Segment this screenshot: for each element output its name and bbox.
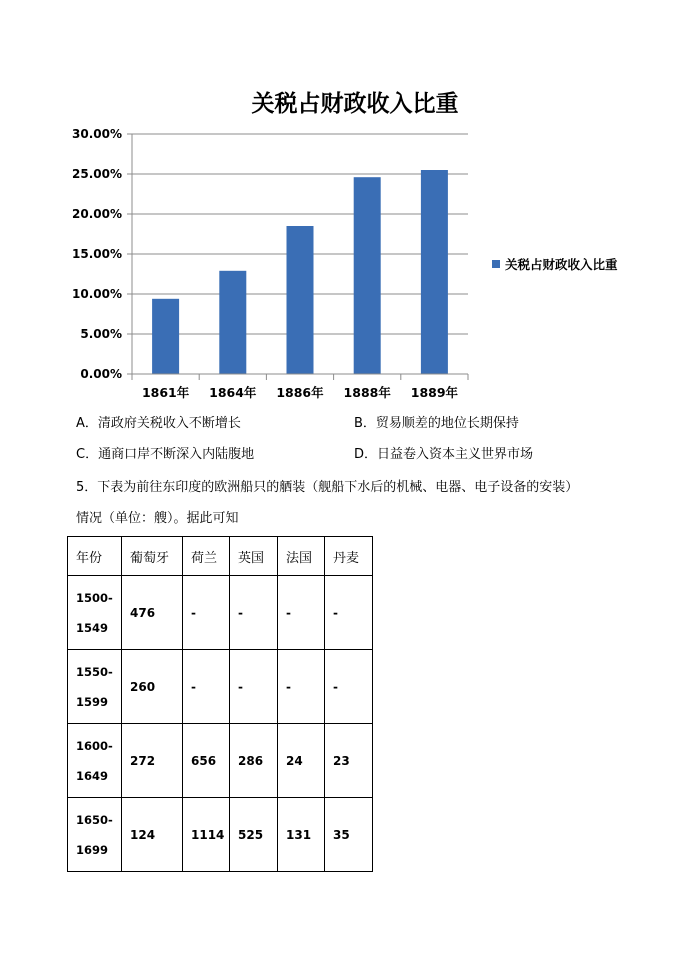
- table-cell: 260: [122, 650, 183, 724]
- bar: [219, 271, 246, 374]
- legend-label: 关税占财政收入比重: [505, 257, 618, 272]
- question-5-line-1: 5．下表为前往东印度的欧洲船只的舾装（舰船下水后的机械、电器、电子设备的安装）: [76, 480, 579, 495]
- y-axis-ticks: [72, 127, 132, 381]
- y-tick-label: 5.00%: [80, 327, 122, 341]
- chart-title: 关税占财政收入比重: [251, 91, 459, 117]
- table-row: [68, 576, 373, 650]
- table-cell: -: [230, 650, 278, 724]
- table-cell: 1114: [183, 798, 230, 872]
- table-cell: -: [278, 576, 325, 650]
- option-b: B．贸易顺差的地位长期保持: [354, 416, 519, 431]
- year-cell: 1550- 1599: [68, 650, 122, 724]
- y-tick-label: 15.00%: [72, 247, 122, 261]
- bar: [421, 170, 448, 374]
- x-tick-label: 1886年: [276, 385, 324, 400]
- header-britain: 英国: [230, 537, 278, 576]
- header-netherlands: 荷兰: [183, 537, 230, 576]
- table-cell: -: [183, 650, 230, 724]
- table-cell: -: [325, 650, 373, 724]
- table-cell: 525: [230, 798, 278, 872]
- x-tick-label: 1864年: [209, 385, 257, 400]
- table-cell: 286: [230, 724, 278, 798]
- table-cell: 24: [278, 724, 325, 798]
- header-denmark: 丹麦: [325, 537, 373, 576]
- table-header-row: [68, 537, 373, 576]
- year-cell: 1600- 1649: [68, 724, 122, 798]
- table-cell: -: [183, 576, 230, 650]
- table-cell: 476: [122, 576, 183, 650]
- y-tick-label: 10.00%: [72, 287, 122, 301]
- y-tick-label: 0.00%: [80, 367, 122, 381]
- year-cell: 1500- 1549: [68, 576, 122, 650]
- bar: [152, 299, 179, 374]
- table-row: [68, 798, 373, 872]
- table-row: [68, 650, 373, 724]
- bar: [287, 226, 314, 374]
- y-tick-label: 25.00%: [72, 167, 122, 181]
- bar-series: [152, 170, 448, 374]
- option-d: D．日益卷入资本主义世界市场: [354, 447, 534, 462]
- table-cell: -: [230, 576, 278, 650]
- header-year: 年份: [68, 537, 122, 576]
- header-france: 法国: [278, 537, 325, 576]
- table-cell: 35: [325, 798, 373, 872]
- bar-chart: [0, 0, 692, 410]
- x-tick-label: 1861年: [141, 385, 190, 400]
- year-cell: 1650- 1699: [68, 798, 122, 872]
- y-tick-label: 20.00%: [72, 207, 122, 221]
- x-tick-label: 1889年: [410, 385, 459, 400]
- option-c: C．通商口岸不断深入内陆腹地: [76, 447, 255, 462]
- header-portugal: 葡萄牙: [122, 537, 183, 576]
- option-a: A．清政府关税收入不断增长: [76, 416, 241, 431]
- question-5-line-2: 情况（单位：艘）。据此可知: [76, 511, 239, 526]
- x-tick-label: 1888年: [343, 385, 391, 400]
- legend-swatch: [492, 260, 500, 268]
- y-tick-label: 30.00%: [72, 127, 122, 141]
- ships-table: [67, 536, 373, 872]
- table-cell: 131: [278, 798, 325, 872]
- table-cell: 23: [325, 724, 373, 798]
- table-cell: 656: [183, 724, 230, 798]
- table-cell: -: [325, 576, 373, 650]
- bar: [354, 177, 381, 374]
- table-row: [68, 724, 373, 798]
- table-cell: -: [278, 650, 325, 724]
- table-cell: 124: [122, 798, 183, 872]
- chart-legend: [492, 257, 618, 272]
- table-cell: 272: [122, 724, 183, 798]
